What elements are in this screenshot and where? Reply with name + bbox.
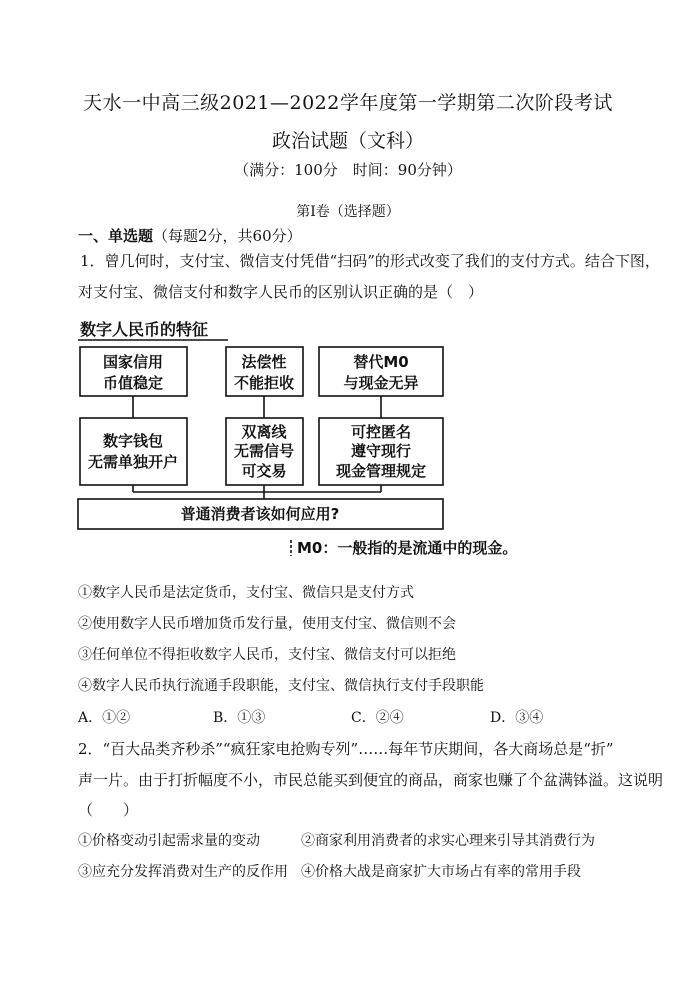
subject-title: 政治试题（文科）: [271, 130, 424, 152]
q1-choice-c: C．②④: [351, 710, 404, 726]
box-digital-wallet: [80, 418, 187, 485]
m0-note: M0：一般指的是流通中的现金。: [297, 539, 518, 557]
q1-choice-d: D．③④: [490, 710, 544, 726]
consumer-question: 普通消费者该如何应用?: [180, 505, 340, 523]
part-title: 第Ⅰ卷（选择题）: [296, 204, 400, 220]
q2-statement-1: ①价格变动引起需求量的变动: [78, 833, 260, 849]
mid-box-2-line3: 可交易: [241, 462, 287, 480]
mid-box-1-line2: 无需单独开户: [87, 453, 179, 471]
top-box-3-line1: 替代M0: [353, 353, 409, 371]
q1-statement-2: ②使用数字人民币增加货币发行量，使用支付宝、微信则不会: [78, 616, 456, 632]
mid-box-1-line1: 数字钱包: [102, 432, 164, 450]
top-box-1-line2: 币值稳定: [102, 374, 164, 392]
q1-statement-1: ①数字人民币是法定货币，支付宝、微信只是支付方式: [78, 585, 414, 601]
q1-choice-b: B．①③: [213, 710, 266, 726]
q2-line2: 声一片。由于打折幅度不小，市民总能买到便宜的商品，商家也赚了个盆满钵溢。这说明: [78, 771, 664, 789]
q1-statement-3: ③任何单位不得拒收数字人民币，支付宝、微信支付可以拒绝: [78, 647, 456, 663]
top-box-3-line2: 与现金无异: [343, 374, 419, 392]
exam-title: 天水一中高三级2021—2022学年度第一学期第二次阶段考试: [83, 92, 613, 114]
q2-statement-3: ③应充分发挥消费对生产的反作用: [78, 864, 288, 880]
mid-box-2-line2: 无需信号: [233, 442, 295, 460]
section-name: 一、单选题: [78, 227, 154, 245]
score-time: （满分：100分 时间：90分钟）: [234, 161, 462, 179]
mid-box-3-line2: 遵守现行: [350, 442, 412, 460]
mid-box-2-line1: 双离线: [241, 423, 287, 441]
top-box-1-line1: 国家信用: [102, 353, 164, 371]
q1-statement-4: ④数字人民币执行流通手段职能，支付宝、微信执行支付手段职能: [78, 678, 484, 694]
mid-box-3-line3: 现金管理规定: [335, 462, 427, 480]
q2-statement-2: ②商家利用消费者的求实心理来引导其消费行为: [301, 833, 595, 849]
q2-line3: （ ）: [78, 801, 139, 819]
diagram-title: 数字人民币的特征: [80, 320, 209, 339]
q2-line1: 2．“百大品类齐秒杀”“疯狂家电抢购专列”……每年节庆期间，各大商场总是“折”: [78, 740, 614, 758]
mid-box-3-line1: 可控匿名: [350, 423, 412, 441]
top-box-2-line2: 不能拒收: [233, 374, 295, 392]
q1-choice-a: A．①②: [78, 710, 131, 726]
q1-line1: 1．曾几何时，支付宝、微信支付凭借“扫码”的形式改变了我们的支付方式。结合下图，: [80, 252, 660, 270]
q2-statement-4: ④价格大战是商家扩大市场占有率的常用手段: [301, 864, 581, 880]
section-note: （每题2分，共60分）: [153, 227, 302, 245]
top-box-2-line1: 法偿性: [241, 353, 287, 371]
q1-line2: 对支付宝、微信支付和数字人民币的区别认识正确的是（ ）: [78, 283, 484, 301]
